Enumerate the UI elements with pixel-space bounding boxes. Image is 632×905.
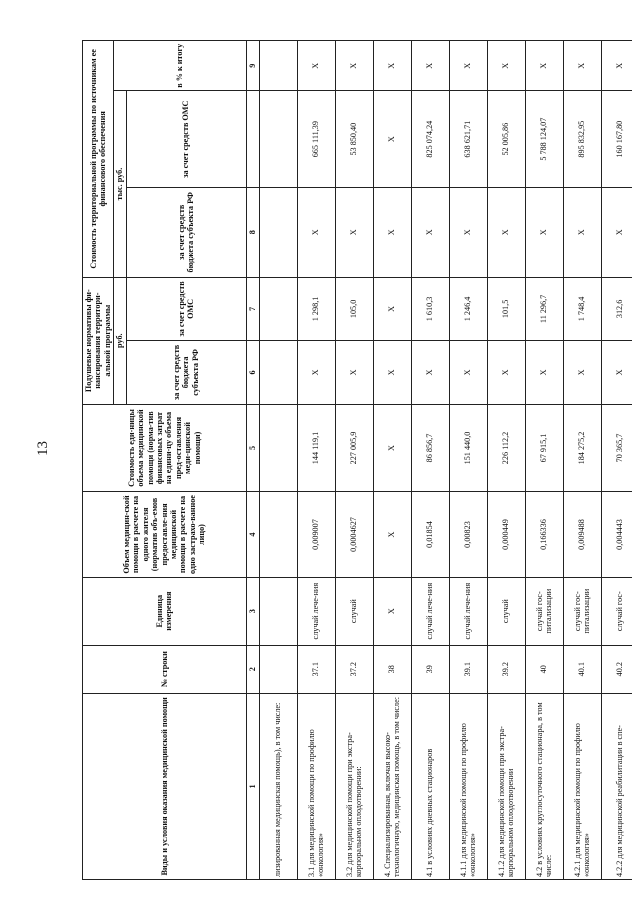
cell-vol: X <box>373 492 411 577</box>
cell-nb: X <box>449 341 487 405</box>
cell-unit: случай гос-питализации <box>563 577 601 645</box>
cell-co: 665 111,39 <box>297 91 335 187</box>
header-norm-group: Подушевые нормативы фи-нансирования территори-альной программы <box>83 277 114 404</box>
cell-no: 101,5 <box>487 277 525 341</box>
cell-num: 40 <box>525 645 563 693</box>
cell-vol: 0,01854 <box>411 492 449 577</box>
table-row <box>335 41 373 880</box>
cell-vol: 0,0004627 <box>335 492 373 577</box>
header-row-number: № строки <box>83 645 247 693</box>
cell-cost: 227 005,9 <box>335 404 373 492</box>
cell-vol: 0,166336 <box>525 492 563 577</box>
cell-pct: X <box>373 41 411 91</box>
header-norm-budget: за счет средств бюджета субъекта РФ <box>126 341 246 405</box>
table-row <box>411 41 449 880</box>
cell-cost: 70 365,7 <box>601 404 632 492</box>
cell-pct: X <box>411 41 449 91</box>
cell-cost: 144 119,1 <box>297 404 335 492</box>
cell-nb <box>259 341 297 405</box>
cell-num: 40.2 <box>601 645 632 693</box>
cell-nb: X <box>411 341 449 405</box>
cell-num: 37.1 <box>297 645 335 693</box>
cell-pct: X <box>335 41 373 91</box>
cell-nb: X <box>297 341 335 405</box>
cell-no: 11 296,7 <box>525 277 563 341</box>
col-number: 2 <box>246 645 259 693</box>
cell-unit <box>259 577 297 645</box>
table-row <box>259 41 297 880</box>
cell-name: 4.2 в условиях круглосуточного стационара, в том числе: <box>525 693 563 879</box>
header-cost: Стоимость еди-ницы объема медицинской помощи (норма-тив финансовых затрат на едини-цу объема пред-оставления меди-цинской помощи) <box>83 404 247 492</box>
cell-co: 638 621,71 <box>449 91 487 187</box>
cell-cb: X <box>297 187 335 277</box>
cell-vol: 0,000449 <box>487 492 525 577</box>
cell-name: 3.2 для медицинской помощи при экстра-корпоральном оплодотворении: <box>335 693 373 879</box>
cost-table <box>82 40 632 880</box>
cell-num: 37.2 <box>335 645 373 693</box>
cell-cb: X <box>601 187 632 277</box>
table-row <box>487 41 525 880</box>
cell-cb: X <box>563 187 601 277</box>
cell-name: лизированная медицинская помощь), в том числе: <box>259 693 297 879</box>
cell-nb: X <box>335 341 373 405</box>
cell-cb: X <box>373 187 411 277</box>
cell-num: 39.2 <box>487 645 525 693</box>
cell-cost: X <box>373 404 411 492</box>
cell-pct: X <box>525 41 563 91</box>
header-thous-rub: тыс. руб. <box>114 91 126 277</box>
cell-num: 39 <box>411 645 449 693</box>
cell-pct: X <box>601 41 632 91</box>
cell-name: 4. Специализированная, включая высоко-технологичную, медицинская помощь, в том числе: <box>373 693 411 879</box>
header-norm-oms: за счет средств ОМС <box>126 277 246 341</box>
cell-unit: случай <box>487 577 525 645</box>
header-cost-group: Стоимость территориальной программы по источникам ее финансового обеспечения <box>83 41 114 278</box>
cell-no: 105,0 <box>335 277 373 341</box>
col-number: 5 <box>246 404 259 492</box>
cell-co: 53 850,40 <box>335 91 373 187</box>
cell-co: 5 788 124,07 <box>525 91 563 187</box>
cell-co: 825 074,24 <box>411 91 449 187</box>
cell-name: 4.1.1 для медицинской помощи по профилю «онкология» <box>449 693 487 879</box>
cell-pct: X <box>449 41 487 91</box>
cell-cb: X <box>449 187 487 277</box>
cell-pct <box>259 41 297 91</box>
header-cost-oms: за счет средств ОМС <box>126 91 246 187</box>
cell-num: 40.1 <box>563 645 601 693</box>
cell-nb: X <box>487 341 525 405</box>
cell-no: 312,6 <box>601 277 632 341</box>
cell-vol: 0,00823 <box>449 492 487 577</box>
col-number: 3 <box>246 577 259 645</box>
table-row <box>525 41 563 880</box>
cell-name: 4.1 в условиях дневных стационаров <box>411 693 449 879</box>
cell-cost: 226 112,2 <box>487 404 525 492</box>
cell-cb: X <box>335 187 373 277</box>
cell-name: 4.2.2 для медицинской реабилитации в спе- <box>601 693 632 879</box>
cell-cost: 67 915,1 <box>525 404 563 492</box>
col-number: 7 <box>246 277 259 341</box>
cell-cost: 184 275,2 <box>563 404 601 492</box>
col-number: 8 <box>246 187 259 277</box>
cell-no: 1 748,4 <box>563 277 601 341</box>
cell-co: 52 005,86 <box>487 91 525 187</box>
rotated-table-container <box>82 40 625 880</box>
cell-nb: X <box>563 341 601 405</box>
cell-name: 4.2.1 для медицинской помощи по профилю «онкология» <box>563 693 601 879</box>
cell-unit: случай лече-ния <box>449 577 487 645</box>
cell-cost: 151 440,0 <box>449 404 487 492</box>
cell-pct: X <box>487 41 525 91</box>
cell-vol: 0,009488 <box>563 492 601 577</box>
header-unit: Единица измерения <box>83 577 247 645</box>
cell-no: 1 246,4 <box>449 277 487 341</box>
table-row <box>449 41 487 880</box>
col-number <box>246 91 259 187</box>
cell-co <box>259 91 297 187</box>
col-number: 4 <box>246 492 259 577</box>
cell-pct: X <box>297 41 335 91</box>
cell-no: 1 610,3 <box>411 277 449 341</box>
cell-pct: X <box>563 41 601 91</box>
cell-num: 39.1 <box>449 645 487 693</box>
cell-cb: X <box>487 187 525 277</box>
header-kinds: Виды и условия оказания медицинской помощи <box>83 693 247 879</box>
cell-num <box>259 645 297 693</box>
col-number: 1 <box>246 693 259 879</box>
cell-nb: X <box>373 341 411 405</box>
cell-cost: 86 856,7 <box>411 404 449 492</box>
header-rub: руб. <box>114 277 126 404</box>
col-number: 9 <box>246 41 259 91</box>
cell-num: 38 <box>373 645 411 693</box>
header-volume: Объем медицин-ской помощи в расчете на одного жителя (норматив объ-емов предоставле-ния медицинской помощи в расчете на одно застрахо-ванное лицо) <box>83 492 247 577</box>
page-number: 13 <box>35 441 51 456</box>
cell-unit: случай лече-ния <box>297 577 335 645</box>
cell-cost <box>259 404 297 492</box>
cell-cb <box>259 187 297 277</box>
cell-name: 4.1.2 для медицинской помощи при экстра-корпоральном оплодотворении <box>487 693 525 879</box>
cell-no: 1 298,1 <box>297 277 335 341</box>
table-row <box>297 41 335 880</box>
cell-unit: случай лече-ния <box>411 577 449 645</box>
cell-nb: X <box>525 341 563 405</box>
header-cost-pct: в % к итогу <box>114 41 246 91</box>
table-row <box>563 41 601 880</box>
cell-unit: случай <box>335 577 373 645</box>
col-number: 6 <box>246 341 259 405</box>
table-row <box>601 41 632 880</box>
cell-no: X <box>373 277 411 341</box>
cell-nb: X <box>601 341 632 405</box>
cell-co: X <box>373 91 411 187</box>
cell-unit: X <box>373 577 411 645</box>
cell-vol <box>259 492 297 577</box>
header-cost-budget: за счет средств бюджета субъекта РФ <box>126 187 246 277</box>
cell-unit: случай гос- <box>601 577 632 645</box>
cell-no <box>259 277 297 341</box>
cell-cb: X <box>525 187 563 277</box>
cell-name: 3.1 для медицинской помощи по профилю «онкология» <box>297 693 335 879</box>
cell-unit: случай гос-питализации <box>525 577 563 645</box>
cell-co: 895 832,95 <box>563 91 601 187</box>
cell-cb: X <box>411 187 449 277</box>
cell-vol: 0,009007 <box>297 492 335 577</box>
cell-vol: 0,004443 <box>601 492 632 577</box>
table-row <box>373 41 411 880</box>
cell-co: 160 167,80 <box>601 91 632 187</box>
